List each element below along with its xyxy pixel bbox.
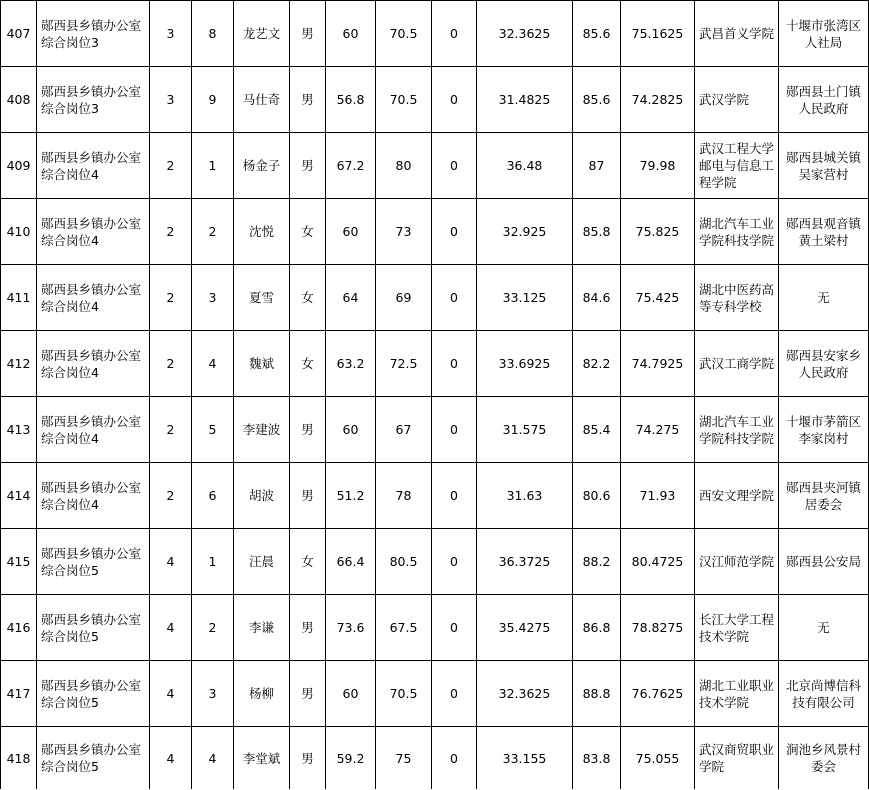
- score-1-cell: 67.2: [326, 133, 376, 199]
- score-2-cell: 70.5: [376, 67, 432, 133]
- position-cell: 郧西县乡镇办公室综合岗位4: [37, 265, 150, 331]
- interview-score-cell: 83.8: [573, 727, 621, 790]
- interview-score-cell: 85.8: [573, 199, 621, 265]
- score-2-cell: 80: [376, 133, 432, 199]
- total-score-cell: 74.275: [621, 397, 695, 463]
- position-cell: 郧西县乡镇办公室综合岗位4: [37, 397, 150, 463]
- school-cell: 湖北工业职业技术学院: [695, 661, 779, 727]
- score-2-cell: 75: [376, 727, 432, 790]
- table-row: [1, 595, 869, 661]
- gender-cell: 男: [290, 661, 326, 727]
- bonus-cell: 0: [432, 1, 477, 67]
- bonus-cell: 0: [432, 265, 477, 331]
- rank-cell: 9: [192, 67, 234, 133]
- interview-score-cell: 88.2: [573, 529, 621, 595]
- bonus-cell: 0: [432, 67, 477, 133]
- name-cell: 李建波: [234, 397, 290, 463]
- gender-cell: 女: [290, 529, 326, 595]
- position-cell: 郧西县乡镇办公室综合岗位4: [37, 133, 150, 199]
- written-score-cell: 33.155: [477, 727, 573, 790]
- name-cell: 龙艺文: [234, 1, 290, 67]
- work-unit-cell: 无: [779, 595, 869, 661]
- name-cell: 夏雪: [234, 265, 290, 331]
- quota-cell: 3: [150, 1, 192, 67]
- work-unit-cell: 郧西县城关镇吴家营村: [779, 133, 869, 199]
- table-row: [1, 661, 869, 727]
- score-2-cell: 80.5: [376, 529, 432, 595]
- school-cell: 武昌首义学院: [695, 1, 779, 67]
- total-score-cell: 79.98: [621, 133, 695, 199]
- quota-cell: 4: [150, 661, 192, 727]
- work-unit-cell: 郧西县公安局: [779, 529, 869, 595]
- table-row: [1, 199, 869, 265]
- quota-cell: 4: [150, 529, 192, 595]
- total-score-cell: 75.425: [621, 265, 695, 331]
- position-cell: 郧西县乡镇办公室综合岗位3: [37, 67, 150, 133]
- total-score-cell: 74.7925: [621, 331, 695, 397]
- score-1-cell: 66.4: [326, 529, 376, 595]
- written-score-cell: 35.4275: [477, 595, 573, 661]
- quota-cell: 2: [150, 397, 192, 463]
- score-1-cell: 56.8: [326, 67, 376, 133]
- rank-cell: 3: [192, 265, 234, 331]
- score-2-cell: 69: [376, 265, 432, 331]
- written-score-cell: 32.3625: [477, 661, 573, 727]
- score-1-cell: 73.6: [326, 595, 376, 661]
- position-cell: 郧西县乡镇办公室综合岗位5: [37, 595, 150, 661]
- work-unit-cell: 涧池乡风景村委会: [779, 727, 869, 790]
- school-cell: 西安文理学院: [695, 463, 779, 529]
- score-2-cell: 67: [376, 397, 432, 463]
- quota-cell: 4: [150, 727, 192, 790]
- quota-cell: 2: [150, 463, 192, 529]
- row-number-cell: 417: [1, 661, 37, 727]
- gender-cell: 男: [290, 463, 326, 529]
- bonus-cell: 0: [432, 661, 477, 727]
- table-row: [1, 727, 869, 790]
- total-score-cell: 76.7625: [621, 661, 695, 727]
- row-number-cell: 418: [1, 727, 37, 790]
- table-row: [1, 397, 869, 463]
- row-number-cell: 407: [1, 1, 37, 67]
- bonus-cell: 0: [432, 397, 477, 463]
- table-row: [1, 265, 869, 331]
- school-cell: 武汉商贸职业学院: [695, 727, 779, 790]
- row-number-cell: 409: [1, 133, 37, 199]
- row-number-cell: 410: [1, 199, 37, 265]
- written-score-cell: 31.4825: [477, 67, 573, 133]
- rank-cell: 1: [192, 133, 234, 199]
- score-1-cell: 60: [326, 397, 376, 463]
- score-2-cell: 73: [376, 199, 432, 265]
- score-2-cell: 70.5: [376, 1, 432, 67]
- total-score-cell: 80.4725: [621, 529, 695, 595]
- interview-score-cell: 88.8: [573, 661, 621, 727]
- work-unit-cell: 郧西县观音镇黄土梁村: [779, 199, 869, 265]
- work-unit-cell: 郧西县土门镇人民政府: [779, 67, 869, 133]
- table-row: [1, 133, 869, 199]
- gender-cell: 女: [290, 265, 326, 331]
- interview-score-cell: 85.4: [573, 397, 621, 463]
- work-unit-cell: 无: [779, 265, 869, 331]
- score-1-cell: 51.2: [326, 463, 376, 529]
- row-number-cell: 412: [1, 331, 37, 397]
- quota-cell: 3: [150, 67, 192, 133]
- rank-cell: 2: [192, 595, 234, 661]
- school-cell: 湖北汽车工业学院科技学院: [695, 199, 779, 265]
- gender-cell: 男: [290, 595, 326, 661]
- row-number-cell: 413: [1, 397, 37, 463]
- table-row: [1, 1, 869, 67]
- rank-cell: 6: [192, 463, 234, 529]
- gender-cell: 男: [290, 133, 326, 199]
- name-cell: 李谦: [234, 595, 290, 661]
- interview-score-cell: 82.2: [573, 331, 621, 397]
- name-cell: 杨金子: [234, 133, 290, 199]
- name-cell: 胡波: [234, 463, 290, 529]
- school-cell: 湖北中医药高等专科学校: [695, 265, 779, 331]
- position-cell: 郧西县乡镇办公室综合岗位5: [37, 661, 150, 727]
- quota-cell: 2: [150, 133, 192, 199]
- name-cell: 魏斌: [234, 331, 290, 397]
- gender-cell: 男: [290, 397, 326, 463]
- rank-cell: 4: [192, 727, 234, 790]
- interview-score-cell: 85.6: [573, 67, 621, 133]
- table-row: [1, 529, 869, 595]
- total-score-cell: 78.8275: [621, 595, 695, 661]
- row-number-cell: 411: [1, 265, 37, 331]
- table-row: [1, 67, 869, 133]
- quota-cell: 2: [150, 331, 192, 397]
- score-2-cell: 67.5: [376, 595, 432, 661]
- position-cell: 郧西县乡镇办公室综合岗位4: [37, 463, 150, 529]
- bonus-cell: 0: [432, 529, 477, 595]
- school-cell: 武汉学院: [695, 67, 779, 133]
- bonus-cell: 0: [432, 133, 477, 199]
- name-cell: 杨柳: [234, 661, 290, 727]
- position-cell: 郧西县乡镇办公室综合岗位4: [37, 199, 150, 265]
- quota-cell: 2: [150, 199, 192, 265]
- table-row: [1, 331, 869, 397]
- score-1-cell: 60: [326, 199, 376, 265]
- work-unit-cell: 郧西县夹河镇居委会: [779, 463, 869, 529]
- position-cell: 郧西县乡镇办公室综合岗位3: [37, 1, 150, 67]
- work-unit-cell: 十堰市茅箭区李家岗村: [779, 397, 869, 463]
- written-score-cell: 31.63: [477, 463, 573, 529]
- rank-cell: 4: [192, 331, 234, 397]
- gender-cell: 女: [290, 199, 326, 265]
- results-table-body: [1, 1, 869, 790]
- rank-cell: 5: [192, 397, 234, 463]
- rank-cell: 3: [192, 661, 234, 727]
- written-score-cell: 33.6925: [477, 331, 573, 397]
- gender-cell: 女: [290, 331, 326, 397]
- written-score-cell: 36.3725: [477, 529, 573, 595]
- school-cell: 湖北汽车工业学院科技学院: [695, 397, 779, 463]
- score-1-cell: 60: [326, 661, 376, 727]
- name-cell: 沈悦: [234, 199, 290, 265]
- row-number-cell: 415: [1, 529, 37, 595]
- written-score-cell: 32.3625: [477, 1, 573, 67]
- school-cell: 武汉工程大学邮电与信息工程学院: [695, 133, 779, 199]
- written-score-cell: 32.925: [477, 199, 573, 265]
- total-score-cell: 74.2825: [621, 67, 695, 133]
- school-cell: 长江大学工程技术学院: [695, 595, 779, 661]
- work-unit-cell: 十堰市张湾区人社局: [779, 1, 869, 67]
- row-number-cell: 414: [1, 463, 37, 529]
- gender-cell: 男: [290, 67, 326, 133]
- row-number-cell: 416: [1, 595, 37, 661]
- score-1-cell: 59.2: [326, 727, 376, 790]
- bonus-cell: 0: [432, 331, 477, 397]
- rank-cell: 8: [192, 1, 234, 67]
- score-2-cell: 70.5: [376, 661, 432, 727]
- interview-score-cell: 87: [573, 133, 621, 199]
- score-1-cell: 63.2: [326, 331, 376, 397]
- bonus-cell: 0: [432, 463, 477, 529]
- name-cell: 汪晨: [234, 529, 290, 595]
- total-score-cell: 75.825: [621, 199, 695, 265]
- gender-cell: 男: [290, 1, 326, 67]
- interview-score-cell: 86.8: [573, 595, 621, 661]
- quota-cell: 4: [150, 595, 192, 661]
- rank-cell: 2: [192, 199, 234, 265]
- interview-score-cell: 85.6: [573, 1, 621, 67]
- total-score-cell: 75.1625: [621, 1, 695, 67]
- total-score-cell: 71.93: [621, 463, 695, 529]
- bonus-cell: 0: [432, 199, 477, 265]
- rank-cell: 1: [192, 529, 234, 595]
- table-row: [1, 463, 869, 529]
- name-cell: 马仕奇: [234, 67, 290, 133]
- position-cell: 郧西县乡镇办公室综合岗位4: [37, 331, 150, 397]
- bonus-cell: 0: [432, 595, 477, 661]
- school-cell: 汉江师范学院: [695, 529, 779, 595]
- position-cell: 郧西县乡镇办公室综合岗位5: [37, 529, 150, 595]
- interview-score-cell: 80.6: [573, 463, 621, 529]
- written-score-cell: 33.125: [477, 265, 573, 331]
- position-cell: 郧西县乡镇办公室综合岗位5: [37, 727, 150, 790]
- work-unit-cell: 郧西县安家乡人民政府: [779, 331, 869, 397]
- gender-cell: 男: [290, 727, 326, 790]
- total-score-cell: 75.055: [621, 727, 695, 790]
- score-2-cell: 72.5: [376, 331, 432, 397]
- bonus-cell: 0: [432, 727, 477, 790]
- score-1-cell: 60: [326, 1, 376, 67]
- school-cell: 武汉工商学院: [695, 331, 779, 397]
- score-2-cell: 78: [376, 463, 432, 529]
- written-score-cell: 31.575: [477, 397, 573, 463]
- quota-cell: 2: [150, 265, 192, 331]
- name-cell: 李堂斌: [234, 727, 290, 790]
- interview-score-cell: 84.6: [573, 265, 621, 331]
- score-1-cell: 64: [326, 265, 376, 331]
- work-unit-cell: 北京尚博信科技有限公司: [779, 661, 869, 727]
- row-number-cell: 408: [1, 67, 37, 133]
- written-score-cell: 36.48: [477, 133, 573, 199]
